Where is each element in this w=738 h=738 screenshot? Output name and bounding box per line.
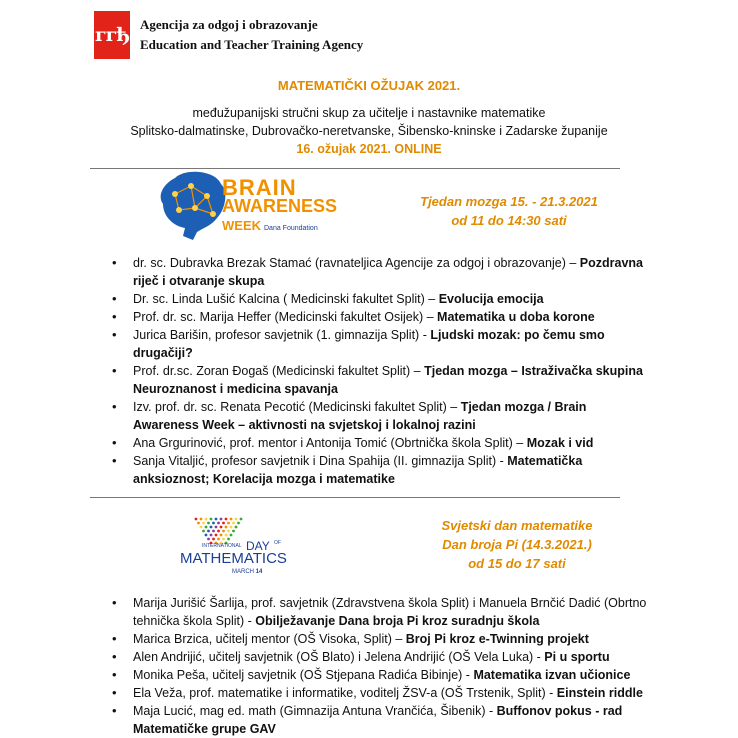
brain-awareness-wordmark bbox=[222, 175, 338, 238]
brain-week-dates: Tjedan mozga 15. - 21.3.2021 bbox=[420, 194, 598, 209]
logo-international-label: INTERNATIONAL bbox=[202, 543, 242, 549]
program-item bbox=[112, 702, 652, 738]
program-speaker: Izv. prof. dr. sc. Renata Pecotić (Medicinski fakultet Split) – bbox=[133, 400, 461, 414]
program-speaker: Ana Grgurinović, prof. mentor i Antonija Tomić (Obrtnička škola Split) – bbox=[133, 436, 527, 450]
intro-block bbox=[0, 104, 738, 158]
program-speaker: Marica Brzica, učitelj mentor (OŠ Visoka, Split) – bbox=[133, 632, 406, 646]
program-speaker: Monika Peša, učitelj savjetnik (OŠ Stjepana Radića Bibinje) - bbox=[133, 668, 474, 682]
program-lecture-title: Ljudski mozak: po čemu smo drugačiji? bbox=[133, 328, 605, 360]
program-speaker: Jurica Barišin, profesor savjetnik (1. gimnazija Split) - bbox=[133, 328, 431, 342]
program-speaker: Sanja Vitaljić, profesor savjetnik i Dina Spahija (II. gimnazija Split) - bbox=[133, 454, 508, 468]
agency-logo-mark: ггђ bbox=[95, 24, 129, 46]
brain-week-info bbox=[404, 192, 614, 230]
program-speaker: dr. sc. Dubravka Brezak Stamać (ravnateljica Agencije za odgoj i obrazovanje) – bbox=[133, 256, 580, 270]
awareness-word: AWARENESS bbox=[222, 196, 338, 216]
agency-name bbox=[140, 15, 363, 55]
brain-week-time: od 11 do 14:30 sati bbox=[451, 213, 567, 228]
program-item bbox=[112, 684, 652, 702]
program-item bbox=[112, 362, 652, 398]
program-item bbox=[112, 434, 652, 452]
program-lecture-title: Pozdravna riječ i otvaranje skupa bbox=[133, 256, 643, 288]
program-item bbox=[112, 666, 652, 684]
program-item bbox=[112, 648, 652, 666]
logo-mathematics-word: MATHEMATICS bbox=[180, 550, 287, 567]
program-lecture-title: Tjedan mozga – Istraživačka skupina Neuroznanost i medicina spavanja bbox=[133, 364, 643, 396]
mathematics-dot-pattern bbox=[195, 518, 243, 545]
program-lecture-title: Obilježavanje Dana broja Pi kroz suradnju škola bbox=[255, 614, 540, 628]
program-item bbox=[112, 452, 652, 488]
program-speaker: Alen Andrijić, učitelj savjetnik (OŠ Blato) i Jelena Andrijić (OŠ Vela Luka) - bbox=[133, 650, 545, 664]
brain-week-program-list bbox=[112, 254, 652, 488]
program-lecture-title: Broj Pi kroz e-Twinning projekt bbox=[405, 632, 589, 646]
program-item bbox=[112, 254, 652, 290]
intro-line-2: Splitsko-dalmatinske, Dubrovačko-neretvanske, Šibensko-kninske i Zadarske županije bbox=[130, 124, 608, 138]
math-day-pi-date: Dan broja Pi (14.3.2021.) bbox=[442, 537, 592, 552]
week-word: WEEK Dana Foundation bbox=[222, 218, 318, 233]
logo-of-word: OF bbox=[274, 540, 281, 546]
program-item bbox=[112, 290, 652, 308]
program-speaker: Marija Jurišić Šarlija, prof. savjetnik (Zdravstvena škola Split) i Manuela Brnčić Dadić (Obrtno tehnička škola Split) - bbox=[133, 596, 647, 628]
agency-header bbox=[94, 9, 363, 61]
program-speaker: Dr. sc. Linda Lušić Kalcina ( Medicinski fakultet Split) – bbox=[133, 292, 439, 306]
program-lecture-title: Buffonov pokus - rad Matematičke grupe GAV bbox=[133, 704, 623, 736]
math-day-title: Svjetski dan matematike bbox=[441, 518, 593, 533]
agency-logo bbox=[94, 11, 130, 59]
program-item bbox=[112, 630, 652, 648]
agency-name-en: Education and Teacher Training Agency bbox=[140, 37, 364, 52]
program-lecture-title: Evolucija emocija bbox=[438, 292, 544, 306]
program-speaker: Prof. dr. sc. Marija Heffer (Medicinski fakultet Osijek) – bbox=[133, 310, 438, 324]
document-title: MATEMATIČKI OŽUJAK 2021. bbox=[277, 78, 461, 93]
program-item bbox=[112, 398, 652, 434]
program-item bbox=[112, 326, 652, 362]
international-day-of-mathematics-logo bbox=[152, 513, 352, 579]
program-lecture-title: Tjedan mozga / Brain Awareness Week – aktivnosti na svjetskoj i lokalnoj razini bbox=[133, 400, 587, 432]
math-day-info bbox=[412, 516, 622, 573]
intro-line-1: međužupanijski stručni skup za učitelje i nastavnike matematike bbox=[192, 106, 546, 120]
program-lecture-title: Einstein riddle bbox=[556, 686, 643, 700]
program-speaker: Prof. dr.sc. Zoran Đogaš (Medicinski fakultet Split) – bbox=[133, 364, 425, 378]
program-lecture-title: Mozak i vid bbox=[526, 436, 594, 450]
event-date: 16. ožujak 2021. ONLINE bbox=[296, 142, 442, 156]
math-day-time: od 15 do 17 sati bbox=[468, 556, 566, 571]
logo-march-date: MARCH 14 bbox=[232, 569, 263, 575]
program-item bbox=[112, 308, 652, 326]
program-speaker: Maja Lucić, mag ed. math (Gimnazija Antuna Vrančića, Šibenik) - bbox=[133, 704, 497, 718]
math-day-program-list bbox=[112, 594, 652, 738]
dana-foundation-label: Dana Foundation bbox=[264, 225, 318, 232]
brain-word: BRAIN bbox=[222, 175, 297, 200]
program-lecture-title: Matematika izvan učionice bbox=[473, 668, 631, 682]
program-speaker: Ela Veža, prof. matematike i informatike, voditelj ŽSV-a (OŠ Trstenik, Split) - bbox=[133, 686, 557, 700]
program-lecture-title: Matematika u doba korone bbox=[437, 310, 595, 324]
logo-day-word: DAY bbox=[246, 539, 270, 553]
program-item bbox=[112, 594, 652, 630]
divider bbox=[90, 168, 620, 169]
divider bbox=[90, 497, 620, 498]
program-lecture-title: Pi u sportu bbox=[544, 650, 610, 664]
agency-name-hr: Agencija za odgoj i obrazovanje bbox=[140, 17, 318, 32]
program-lecture-title: Matematička anksioznost; Korelacija mozga i matematike bbox=[133, 454, 583, 486]
